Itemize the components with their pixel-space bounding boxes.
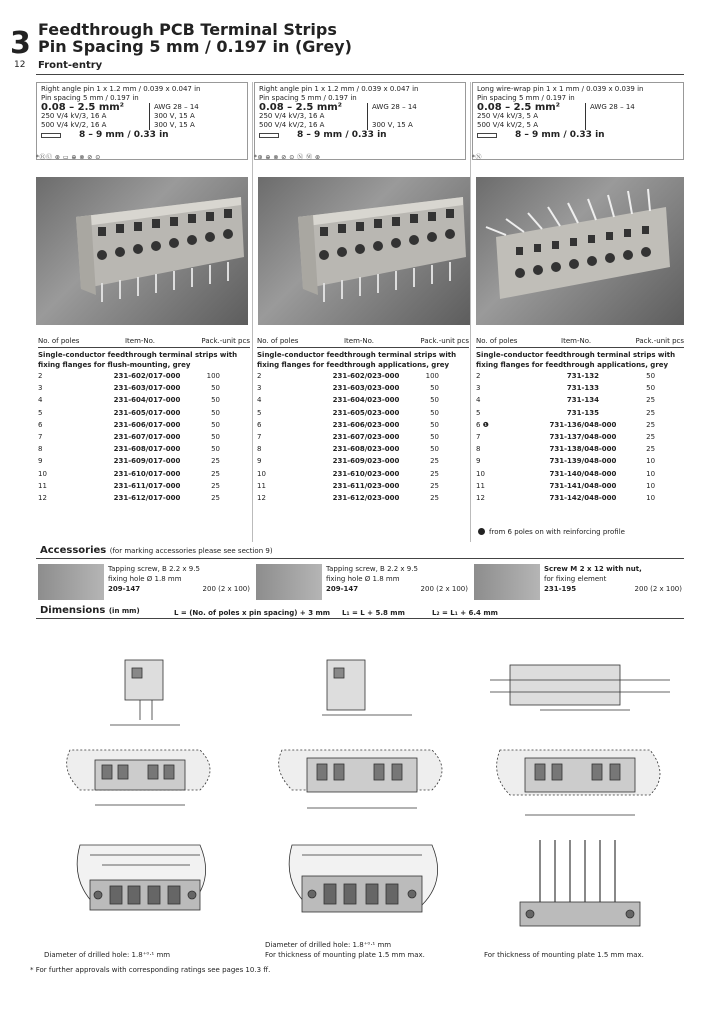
dimensions-heading (40, 605, 140, 616)
spec-iec1: 250 V/4 kV/3, 16 A (41, 112, 107, 120)
dimension-drawing-col2 (262, 640, 462, 940)
accessory-sub: fixing hole Ø 1.8 mm (326, 575, 400, 583)
spec-box-col2 (254, 82, 466, 160)
row-pack: 25 (211, 494, 220, 503)
row-pack: 50 (430, 445, 439, 454)
formula-l1: L₁ = L + 5.8 mm (342, 609, 405, 617)
footnote-marker-icon (478, 528, 485, 535)
table-row (38, 443, 250, 455)
table-row (476, 492, 684, 504)
spec-line1: Long wire-wrap pin 1 x 1 mm / 0.039 x 0.039 in (477, 85, 644, 93)
caption-plate-thickness-col3: For thickness of mounting plate 1.5 mm max. (484, 951, 644, 959)
table-row (257, 492, 469, 504)
col-item: Item-No. (343, 337, 375, 345)
footnote (478, 528, 625, 536)
row-item-no: 231-605/017-000 (113, 408, 181, 417)
row-poles: 7 (257, 433, 262, 442)
table-row (38, 431, 250, 443)
row-pack: 25 (646, 420, 656, 429)
row-poles: 3 (38, 384, 43, 393)
table-rows (38, 370, 250, 504)
row-item-no: 231-603/017-000 (113, 384, 181, 393)
accessories-heading (40, 545, 273, 556)
spec-iec1: 250 V/4 kV/3, 16 A (259, 112, 325, 120)
accessory-sub: for fixing element (544, 575, 607, 583)
row-pack: 10 (646, 481, 656, 490)
accessory-item-no: 209-147 (108, 585, 141, 593)
row-poles: 6 (257, 420, 262, 429)
row-pack: 50 (646, 372, 656, 380)
row-poles: 9 (476, 457, 481, 466)
row-poles: 10 (476, 469, 485, 478)
row-pack: 50 (211, 396, 220, 405)
spec-range: 0.08 – 2.5 mm² (477, 102, 561, 113)
row-item-no: 731-138/048-000 (549, 445, 617, 454)
row-pack: 50 (430, 384, 439, 393)
table-row (257, 480, 469, 492)
dimension-drawing-col1 (40, 640, 240, 940)
approval-marks-col1: *ⓇⓊ ⊛ ▭ ⊕ ⊗ ⊘ ⊙ (36, 154, 101, 161)
row-item-no: 731-133 (566, 384, 600, 393)
spec-line2: Pin spacing 5 mm / 0.197 in (41, 94, 139, 102)
table-row (257, 468, 469, 480)
row-pack: 10 (646, 494, 656, 503)
spec-iec2: 500 V/4 kV/2, 16 A (259, 121, 325, 129)
row-item-no: 731-142/048-000 (549, 494, 617, 503)
spec-strip: 8 – 9 mm / 0.33 in (79, 130, 169, 140)
row-item-no: 231-609/017-000 (113, 457, 181, 466)
spec-ul1: 300 V, 15 A (149, 112, 195, 121)
accessories-title: Accessories (40, 545, 107, 556)
table-row (257, 407, 469, 419)
row-poles: 2 (257, 372, 262, 380)
spec-awg: AWG 28 – 14 (585, 103, 635, 112)
row-pack: 50 (211, 445, 220, 454)
spec-range: 0.08 – 2.5 mm² (41, 102, 125, 113)
row-poles: 9 (257, 457, 262, 466)
table-row (38, 492, 250, 504)
row-poles: 2 (38, 372, 43, 380)
col-item: Item-No. (561, 337, 592, 345)
row-poles: 5 (38, 408, 43, 417)
spec-range: 0.08 – 2.5 mm² (259, 102, 343, 113)
accessory-item (38, 564, 250, 600)
caption-plate-thickness-col2: For thickness of mounting plate 1.5 mm max. (265, 951, 425, 959)
row-item-no: 231-609/023-000 (332, 457, 400, 466)
screw-nut-photo (474, 564, 540, 600)
accessories-divider (36, 558, 684, 559)
row-poles: 10 (38, 469, 47, 478)
row-pack: 50 (430, 433, 439, 442)
row-pack: 50 (211, 384, 220, 393)
table-row (38, 370, 250, 382)
spec-ul2: 300 V, 15 A (367, 121, 413, 130)
table-row (38, 480, 250, 492)
caption-drill-hole-col2: Diameter of drilled hole: 1.8⁺⁰·¹ mm (265, 941, 392, 949)
row-pack: 25 (430, 494, 439, 503)
row-pack: 50 (430, 420, 439, 429)
table-row (476, 443, 684, 455)
spec-iec2: 500 V/4 kV/2, 5 A (477, 121, 538, 129)
accessory-item (474, 564, 682, 600)
approval-marks-col2: *⊛ ⊕ ⊗ ⊘ ⊙ Ⓝ Ⓦ ⊛ (254, 154, 321, 161)
spec-strip: 8 – 9 mm / 0.33 in (297, 130, 387, 140)
row-pack: 25 (211, 469, 220, 478)
screw-photo (256, 564, 322, 600)
spec-ul2: 300 V, 15 A (149, 121, 195, 130)
row-item-no: 731-139/048-000 (549, 457, 617, 466)
row-item-no: 231-607/017-000 (113, 433, 181, 442)
spec-iec2: 500 V/4 kV/2, 16 A (41, 121, 107, 129)
row-item-no: 231-603/023-000 (332, 384, 400, 393)
row-item-no: 231-605/023-000 (332, 408, 400, 417)
spec-line2: Pin spacing 5 mm / 0.197 in (259, 94, 357, 102)
accessory-item (256, 564, 468, 600)
table-row (257, 455, 469, 467)
row-item-no: 231-604/017-000 (113, 396, 181, 405)
row-item-no: 231-608/023-000 (332, 445, 400, 454)
row-poles: 4 (38, 396, 43, 405)
row-poles: 4 (257, 396, 262, 405)
caption-drill-hole-col1: Diameter of drilled hole: 1.8⁺⁰·¹ mm (44, 951, 171, 959)
col-pack: Pack.-unit pcs (635, 337, 685, 345)
row-poles: 2 (476, 372, 481, 380)
row-pack: 25 (430, 457, 439, 466)
formula-l: L = (No. of poles x pin spacing) + 3 mm (174, 609, 331, 617)
row-pack: 50 (646, 384, 656, 393)
page-title-line1: Feedthrough PCB Terminal Strips (38, 20, 337, 39)
row-poles: 8 (476, 445, 481, 454)
row-item-no: 231-607/023-000 (332, 433, 400, 442)
table-row (38, 382, 250, 394)
row-pack: 50 (430, 408, 439, 417)
accessory-name: Tapping screw, B 2.2 x 9.5 (108, 565, 200, 573)
accessory-pack: 200 (2 x 100) (420, 585, 468, 593)
accessory-item-no: 209-147 (326, 585, 359, 593)
formula-l2: L₂ = L₁ + 6.4 mm (432, 609, 498, 617)
spec-strip: 8 – 9 mm / 0.33 in (515, 130, 605, 140)
table-row (476, 480, 684, 492)
row-pack: 10 (646, 469, 656, 478)
footnote-text: from 6 poles on with reinforcing profile (489, 528, 625, 536)
accessory-sub: fixing hole Ø 1.8 mm (108, 575, 182, 583)
accessory-item-no: 231-195 (544, 585, 577, 593)
row-item-no: 731-141/048-000 (549, 481, 617, 490)
header-divider (36, 74, 684, 75)
row-pack: 25 (211, 457, 220, 466)
row-poles: 5 (257, 408, 262, 417)
row-poles: 12 (476, 494, 485, 503)
row-item-no: 231-611/023-000 (332, 481, 400, 490)
row-item-no: 231-606/017-000 (113, 420, 181, 429)
row-pack: 50 (211, 408, 220, 417)
table-row (257, 419, 469, 431)
row-pack: 25 (646, 396, 656, 405)
col-poles: No. of poles (476, 337, 518, 345)
table-row (257, 394, 469, 406)
row-item-no: 231-602/023-000 (332, 372, 400, 380)
table-row (476, 431, 684, 443)
row-poles: 5 (476, 408, 481, 417)
column-divider (470, 82, 471, 542)
table-row (476, 419, 684, 431)
section-label: Front-entry (38, 60, 103, 71)
accessory-name: Tapping screw, B 2.2 x 9.5 (326, 565, 418, 573)
table-rows (257, 370, 469, 504)
chapter-number: 3 (10, 26, 31, 61)
row-poles: 9 (38, 457, 43, 466)
spec-box-col3 (472, 82, 684, 160)
column-divider (252, 82, 253, 542)
row-pack: 50 (430, 396, 439, 405)
row-pack: 25 (646, 445, 656, 454)
table-row (257, 431, 469, 443)
table-row (476, 382, 684, 394)
row-pack: 50 (211, 433, 220, 442)
row-poles: 10 (257, 469, 266, 478)
table-row (38, 419, 250, 431)
spec-box-col1 (36, 82, 248, 160)
row-poles: 12 (257, 494, 266, 503)
row-poles: 11 (38, 481, 47, 490)
row-poles: 11 (257, 481, 266, 490)
row-pack: 25 (646, 433, 656, 442)
accessory-pack: 200 (2 x 100) (634, 585, 682, 593)
row-poles: 6 (38, 420, 43, 429)
strip-length-icon (41, 133, 61, 138)
row-pack: 25 (646, 408, 656, 417)
item-table-col3 (476, 337, 684, 504)
row-poles: 12 (38, 494, 47, 503)
row-poles: 8 (257, 445, 262, 454)
table-row (38, 394, 250, 406)
row-item-no: 231-611/017-000 (113, 481, 181, 490)
dimensions-title: Dimensions (40, 605, 106, 616)
accessories-note: (for marking accessories please see section 9) (109, 547, 273, 555)
item-table-col2 (257, 337, 469, 504)
spec-awg: AWG 28 – 14 (149, 103, 199, 112)
table-desc: Single-conductor feedthrough terminal strips with fixing flanges for feedthrough applications, grey (476, 351, 676, 369)
spec-iec1: 250 V/4 kV/3, 5 A (477, 112, 538, 120)
row-pack: 25 (211, 481, 220, 490)
table-row (476, 468, 684, 480)
table-row (476, 370, 684, 382)
product-photo-feedthrough (258, 177, 470, 325)
row-item-no: 231-602/017-000 (113, 372, 181, 380)
col-pack: Pack.-unit pcs (420, 337, 469, 345)
row-item-no: 731-134 (566, 396, 600, 405)
table-row (257, 370, 469, 382)
table-desc: Single-conductor feedthrough terminal strips with fixing flanges for flush-mounting, grey (38, 351, 238, 369)
row-item-no: 731-135 (566, 408, 600, 417)
row-item-no: 231-606/023-000 (332, 420, 400, 429)
approvals-note: * For further approvals with corresponding ratings see pages 10.3 ff. (30, 966, 271, 974)
table-row (38, 407, 250, 419)
row-poles: 6 ❶ (476, 420, 489, 429)
row-pack: 50 (211, 420, 220, 429)
dimensions-unit: (in mm) (108, 607, 140, 615)
table-row (476, 455, 684, 467)
page-title-line2: Pin Spacing 5 mm / 0.197 in (Grey) (38, 37, 352, 56)
spec-line2: Pin spacing 5 mm / 0.197 in (477, 94, 575, 102)
row-item-no: 231-610/017-000 (113, 469, 181, 478)
approval-marks-col3: *Ⓝ (472, 154, 483, 161)
col-poles: No. of poles (257, 337, 299, 345)
row-poles: 7 (476, 433, 481, 442)
dimensions-divider (36, 618, 684, 619)
strip-length-icon (259, 133, 279, 138)
spec-awg: AWG 28 – 14 (367, 103, 417, 112)
table-row (257, 443, 469, 455)
row-pack: 100 (425, 372, 439, 380)
spec-ul2 (585, 121, 590, 130)
row-pack: 25 (430, 469, 439, 478)
row-item-no: 231-608/017-000 (113, 445, 181, 454)
row-item-no: 731-137/048-000 (549, 433, 617, 442)
col-poles: No. of poles (38, 337, 80, 345)
col-item: Item-No. (124, 337, 156, 345)
strip-length-icon (477, 133, 497, 138)
row-pack: 10 (646, 457, 656, 466)
page-number: 12 (14, 60, 26, 70)
row-poles: 8 (38, 445, 43, 454)
row-poles: 3 (476, 384, 481, 393)
product-photo-flush-mount (36, 177, 248, 325)
row-poles: 11 (476, 481, 485, 490)
product-photo-wire-wrap (476, 177, 684, 325)
row-pack: 25 (430, 481, 439, 490)
table-row (476, 394, 684, 406)
spec-line1: Right angle pin 1 x 1.2 mm / 0.039 x 0.047 in (259, 85, 419, 93)
table-desc: Single-conductor feedthrough terminal strips with fixing flanges for feedthrough applications, grey (257, 351, 457, 369)
spec-line1: Right angle pin 1 x 1.2 mm / 0.039 x 0.047 in (41, 85, 201, 93)
row-pack: 100 (206, 372, 220, 380)
table-rows (476, 370, 684, 504)
accessory-name: Screw M 2 x 12 with nut, (544, 565, 642, 573)
row-item-no: 231-604/023-000 (332, 396, 400, 405)
col-pack: Pack.-unit pcs (201, 337, 250, 345)
row-item-no: 231-612/017-000 (113, 494, 181, 503)
table-row (257, 382, 469, 394)
accessory-pack: 200 (2 x 100) (202, 585, 250, 593)
screw-photo (38, 564, 104, 600)
table-row (38, 455, 250, 467)
table-row (38, 468, 250, 480)
row-item-no: 231-612/023-000 (332, 494, 400, 503)
row-item-no: 231-610/023-000 (332, 469, 400, 478)
row-item-no: 731-140/048-000 (549, 469, 617, 478)
row-item-no: 731-136/048-000 (549, 420, 617, 429)
row-poles: 4 (476, 396, 481, 405)
dimension-drawing-col3 (480, 640, 680, 940)
row-poles: 3 (257, 384, 262, 393)
row-poles: 7 (38, 433, 43, 442)
spec-ul1 (367, 112, 372, 121)
spec-ul1 (585, 112, 590, 121)
item-table-col1 (38, 337, 250, 504)
table-row (476, 407, 684, 419)
row-item-no: 731-132 (566, 372, 600, 380)
